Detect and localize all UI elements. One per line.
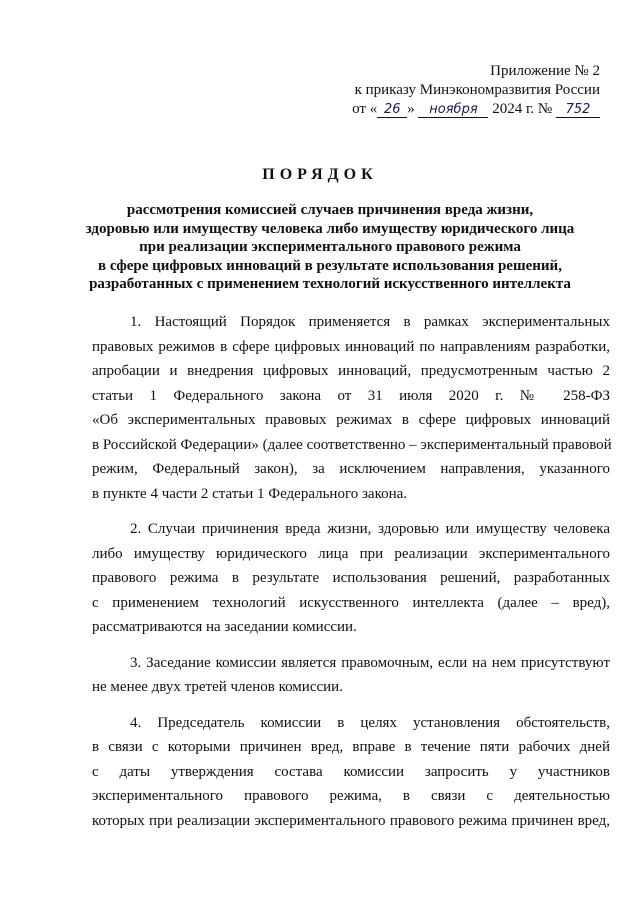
text-line: в связи с которыми причинен вред, вправе в течение пяти рабочих дней — [92, 739, 610, 755]
appendix-header — [340, 62, 600, 119]
handwritten-order-number: 752 — [556, 103, 600, 118]
text-line: режим, Федеральный закон), за исключением направления, указанного — [92, 461, 610, 477]
date-prefix: от « — [352, 101, 378, 117]
paragraph-3 — [92, 651, 610, 700]
text-line: «Об экспериментальных правовых режимах в сфере цифровых инноваций — [92, 412, 610, 428]
document-body — [92, 310, 610, 844]
handwritten-day: 26 — [377, 103, 407, 118]
subtitle-line: рассмотрения комиссией случаев причинения вреда жизни, — [126, 202, 534, 218]
paragraph-4 — [92, 711, 610, 834]
handwritten-month: ноября — [418, 103, 488, 118]
paragraph-1 — [92, 310, 610, 506]
text-line: 1. Настоящий Порядок применяется в рамках экспериментальных — [130, 314, 610, 330]
subtitle-line: разработанных с применением технологий искусственного интеллекта — [89, 276, 571, 292]
appendix-date-line — [340, 100, 600, 119]
subtitle-line: при реализации экспериментального правового режима — [139, 239, 521, 255]
text-line: либо имуществу юридического лица при реализации экспериментального — [92, 545, 610, 562]
text-line: 3. Заседание комиссии является правомочным, если на нем присутствуют — [130, 654, 610, 671]
text-line: которых при реализации экспериментального правового режима причинен вред, — [92, 812, 610, 829]
text-line: статьи 1 Федерального закона от 31 июля 2020 г. № 258-ФЗ — [92, 387, 610, 404]
text-line: 4. Председатель комиссии в целях установления обстоятельств, — [130, 714, 610, 731]
text-line: правового режима в результате использования решений, разработанных — [92, 570, 610, 586]
appendix-label: Приложение № 2 — [490, 63, 600, 79]
document-subtitle — [60, 201, 600, 294]
document-title: ПОРЯДОК — [262, 166, 378, 183]
text-line: с даты утверждения состава комиссии запросить у участников — [92, 763, 610, 780]
text-line: с применением технологий искусственного интеллекта (далее – вред), — [92, 594, 610, 611]
year-text: 2024 г. № — [492, 101, 553, 117]
text-line: правовых режимов в сфере цифровых инноваций по направлениям разработки, — [92, 338, 610, 355]
text-line: 2. Случаи причинения вреда жизни, здоровью или имуществу человека — [130, 521, 610, 537]
text-line: в Российской Федерации» (далее соответственно – экспериментальный правовой — [92, 436, 612, 453]
subtitle-line: здоровью или имуществу человека либо имуществу юридического лица — [85, 220, 575, 237]
text-line: рассматриваются на заседании комиссии. — [92, 619, 357, 635]
date-mid: » — [407, 101, 415, 117]
paragraph-2 — [92, 517, 610, 640]
appendix-order-ref: к приказу Минэкономразвития России — [354, 82, 600, 98]
subtitle-line: в сфере цифровых инноваций в результате использования решений, — [98, 257, 562, 274]
text-line: в пункте 4 части 2 статьи 1 Федерального закона. — [92, 485, 408, 502]
text-line: экспериментального правового режима, в связи с деятельностью — [92, 788, 610, 804]
text-line: апробации и внедрения цифровых инноваций, предусмотренным частью 2 — [92, 363, 610, 379]
text-line: не менее двух третей членов комиссии. — [92, 679, 343, 695]
